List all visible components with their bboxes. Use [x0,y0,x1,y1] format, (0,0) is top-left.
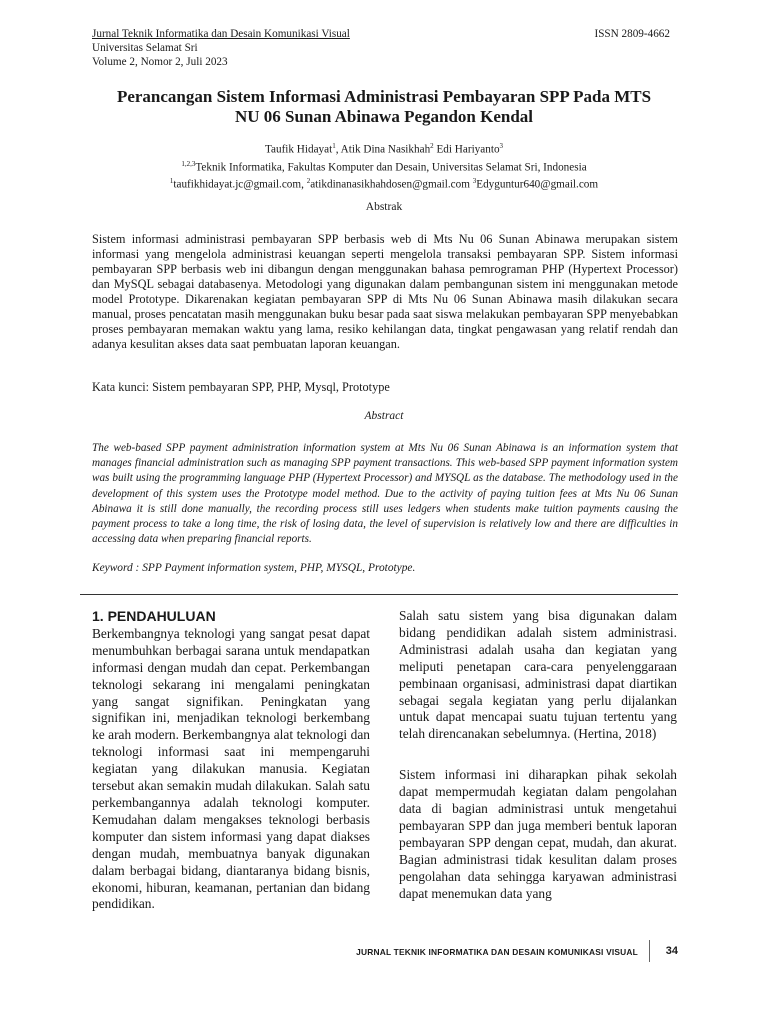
affiliation-text: Teknik Informatika, Fakultas Komputer dan Desain, Universitas Selamat Sri, Indonesia [195,161,587,174]
author-names [80,139,688,157]
email-1[interactable]: taufikhidayat.jc@gmail.com, [173,179,307,192]
abstrak-body: Sistem informasi administrasi pembayaran SPP berbasis web di Mts Nu 06 Sunan Abinawa merupakan sistem informasi yang mengelola administrasi keuangan seperti mengelola transaksi pembayaran SPP. Sistem informasi pembayaran SPP berbasis web ini dibangun dengan menggunakan bahasa pemrograman PHP (Hypertext Processor) dan MySQL sebagai databasenya. Metodologi yang digunakan dalam pembangunan sistem ini menggunakan metode model Prototype. Dikarenakan kegiatan pembayaran SPP di Mts Nu 06 Sunan Abinawa masih dilakukan secara manual, proses pencatatan masih menggunakan buku besar pada saat siswa melakukan pembayaran SPP menyebabkan proses pembayaran memakan waktu yang lama, resiko kehilangan data, tingkat pengawasan yang relatif rendah dan adanya kesulitan akses data saat pembuatan laporan keuangan. [92,232,678,351]
affiliation [80,157,688,175]
email-1-sup: 1 [169,177,174,186]
author-1: Taufik Hidayat [264,143,333,156]
title-line-2: NU 06 Sunan Abinawa Pegandon Kendal [234,107,534,126]
email-2[interactable]: atikdinanasikhahdosen@gmail.com [310,179,473,192]
title-line-1: Perancangan Sistem Informasi Administrasi Pembayaran SPP Pada MTS [116,87,652,106]
author-2-sup: 2 [430,142,434,150]
author-3-sup: 3 [499,142,504,150]
author-2: , Atik Dina Nasikhah [335,143,431,156]
author-1-sup: 1 [332,142,336,150]
kata-kunci: Kata kunci: Sistem pembayaran SPP, PHP, Mysql, Prototype [92,380,390,394]
left-column [92,608,370,913]
email-3[interactable]: Edyguntur640@gmail.com [476,179,599,192]
email-3-sup: 3 [472,177,477,186]
page-footer [330,940,678,964]
admin-paragraph: Salah satu sistem yang bisa digunakan dalam bidang pendidikan adalah sistem administrasi. Administrasi adalah usaha dan kegiatan yang meliputi penetapan cara-cara penyelenggaraan pembinaan organisasi, administrasi dapat diartikan sebagai segala kegiatan yang perlu dijalankan untuk dapat mencapai suatu tujuan tertentu yang telah direncanakan sebelumnya. (Hertina, 2018) [399,608,677,742]
journal-name: Jurnal Teknik Informatika dan Desain Komunikasi Visual [92,28,350,40]
author-emails [80,174,688,192]
author-block [80,139,688,192]
keywords: Keyword : SPP Payment information system, PHP, MYSQL, Prototype. [92,562,416,574]
issn: ISSN 2809-4662 [594,28,670,40]
system-paragraph: Sistem informasi ini diharapkan pihak sekolah dapat mempermudah kegiatan dalam pengolahan data di bagian administrasi untuk mengetahui pembayaran SPP dan juga memberi bentuk laporan pembayaran SPP dengan cepat, mudah, dan akurat. Bagian administrasi tidak kesulitan dalam proses pengolahan data sehingga karyawan administrasi dapat menemukan data yang [399,767,677,901]
abstract-heading: Abstract [364,410,404,422]
footer-separator [649,940,650,962]
section-divider [80,594,678,595]
section-heading: 1. PENDAHULUAN [92,608,216,624]
page-number: 34 [665,945,678,957]
affiliation-sup: 1,2,3 [181,159,196,168]
author-3: Edi Hariyanto [433,143,500,156]
right-column [399,608,677,903]
volume-info: Volume 2, Nomor 2, Juli 2023 [92,56,228,68]
abstract-body: The web-based SPP payment administration information system at Mts Nu 06 Sunan Abinawa is an information system that manages financial administration such as managing SPP payment transactions. This web-based SPP payment information system was built using the programming language PHP (Hypertext Processor) and MYSQL as the database. The methodology used in the development of this system uses the Prototype model method. Due to the activity of paying tuition fees at Mts Nu 06 Sunan Abinawa it is still done manually, the recording process still uses ledgers when students make tuition payments causing the payment process to take a long time, the risk of losing data, the level of supervision is relatively low and there are difficulties in accessing data when preparing financial reports. [92,442,678,546]
university-name: Universitas Selamat Sri [92,42,198,54]
paper-title [80,87,688,127]
footer-journal: JURNAL TEKNIK INFORMATIKA DAN DESAIN KOMUNIKASI VISUAL [356,947,638,957]
email-2-sup: 2 [306,177,311,186]
running-header [92,27,678,69]
abstrak-heading: Abstrak [365,201,403,213]
intro-paragraph: Berkembangnya teknologi yang sangat pesat dapat menumbuhkan berbagai sarana untuk mendapatkan informasi dengan mudah dan cepat. Perkembangan teknologi sekarang ini mengalami peningkatan yang sangat signifikan. Peningkatan yang signifikan ini, menjadikan teknologi berkembang ke arah modern. Berkembangnya alat teknologi dan teknologi informasi saat ini mempengaruhi kegiatan yang dilakukan manusia. Kegiatan tersebut akan semakin mudah dilakukan. Salah satu perkembangannya adalah teknologi komputer. Kemudahan dalam mengakses teknologi berbasis komputer dan sistem informasi yang dapat diakses dengan mudah, membuatnya banyak digunakan dalam berbagai bidang, diantaranya bidang bisnis, ekonomi, hiburan, keamanan, pertanian dan bidang pendidikan. [92,625,370,912]
